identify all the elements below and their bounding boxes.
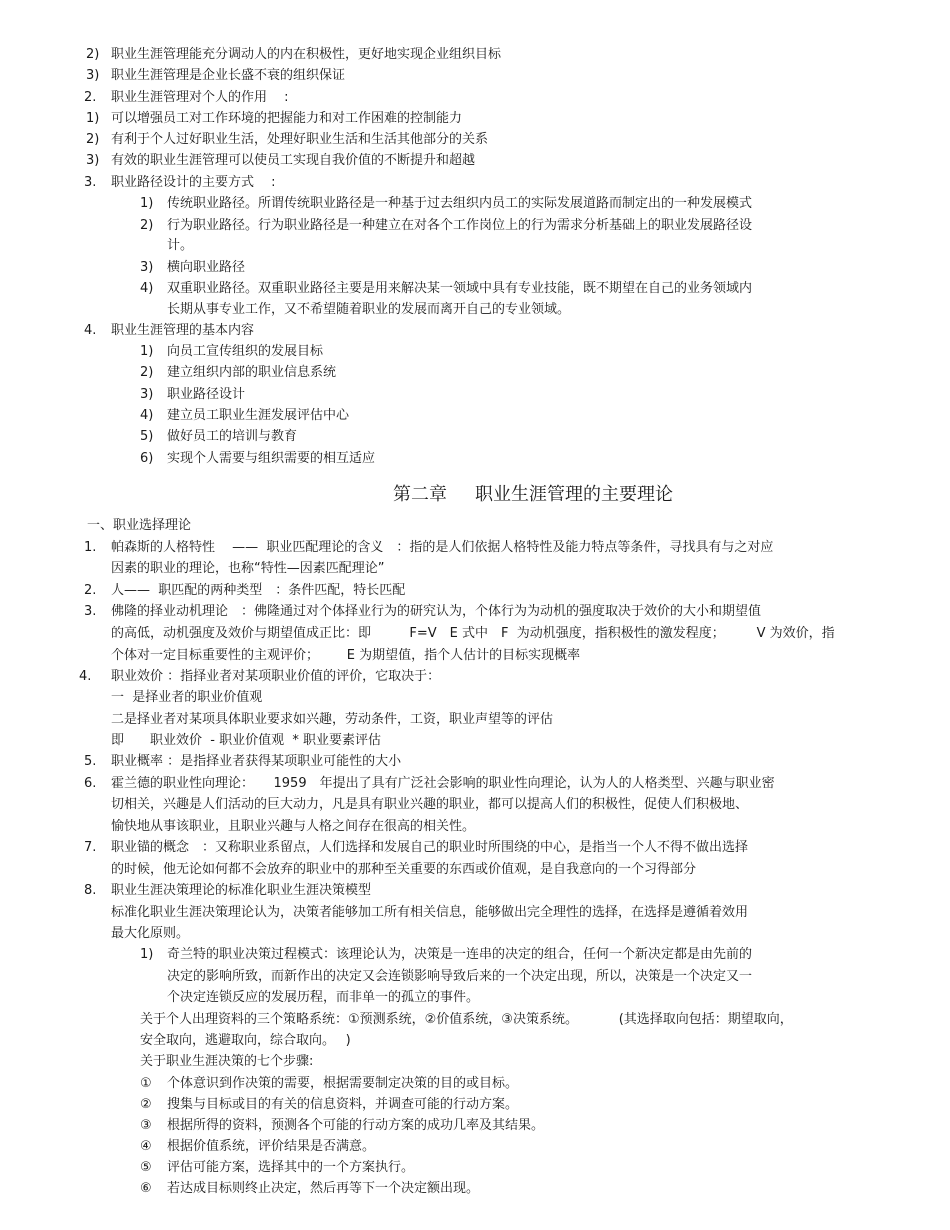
list-number: 7. xyxy=(84,840,97,855)
step-number: ② xyxy=(140,1097,152,1112)
formula: 即 职业效价 - 职业价值观 * 职业要素评估 xyxy=(111,733,381,748)
list-item: 建立员工职业生涯发展评估中心 xyxy=(167,408,350,423)
list-number: 4. xyxy=(79,669,92,684)
list-item-continued: 切相关，兴趣是人们活动的巨大动力，凡是具有职业兴趣的职业，都可以提高人们的积极性，促使人们积极地、 xyxy=(111,797,749,812)
step-item: 搜集与目标或目的有关的信息资料，并调查可能的行动方案。 xyxy=(167,1097,519,1112)
list-number: 2. xyxy=(84,90,97,105)
list-number: 3. xyxy=(84,175,97,190)
list-item: 行为职业路径。行为职业路径是一种建立在对各个工作岗位上的行为需求分析基础上的职业发展路径设 xyxy=(167,218,753,233)
paragraph: 安全取向，逃避取向，综合取向。 ) xyxy=(140,1033,351,1048)
list-number: 3) xyxy=(86,68,100,83)
step-number: ④ xyxy=(140,1139,152,1154)
step-item: 若达成目标则终止决定，然后再等下一个决定额出现。 xyxy=(167,1181,480,1196)
chapter-label: 第二章 xyxy=(393,484,447,505)
list-item-continued: 决定的影响所致，而新作出的决定又会连锁影响导致后来的一个决定出现，所以，决策是一个决定又一 xyxy=(167,969,753,984)
list-item-continued: 个体对一定目标重要性的主观评价； E 为期望值，指个人估计的目标实现概率 xyxy=(111,648,581,663)
list-number: 4. xyxy=(84,323,97,338)
list-number: 2) xyxy=(86,132,100,147)
list-item: 职业生涯管理能充分调动人的内在积极性，更好地实现企业组织目标 xyxy=(111,47,502,62)
step-item: 评估可能方案，选择其中的一个方案执行。 xyxy=(167,1160,415,1175)
list-number: 1) xyxy=(140,196,154,211)
section-heading: 职业生涯管理的基本内容 xyxy=(111,323,255,338)
list-number: 4) xyxy=(140,281,154,296)
step-item: 根据价值系统，评价结果是否满意。 xyxy=(167,1139,376,1154)
chapter-title xyxy=(0,483,950,507)
list-item: 横向职业路径 xyxy=(167,260,246,275)
step-number: ⑥ xyxy=(140,1181,152,1196)
list-item: 双重职业路径。双重职业路径主要是用来解决某一领域中具有专业技能，既不期望在自己的业务领域内 xyxy=(167,281,753,296)
list-item-continued: 愉快地从事该职业，且职业兴趣与人格之间存在很高的相关性。 xyxy=(111,819,476,834)
list-item-continued: 一 是择业者的职业价值观 xyxy=(111,690,263,705)
chapter-title-text: 职业生涯管理的主要理论 xyxy=(475,484,673,505)
list-item: 职业锚的概念 ：又称职业系留点，人们选择和发展自己的职业时所围绕的中心，是指当一个人不得不做出选择 xyxy=(111,840,749,855)
list-item: 人—— 职匹配的两种类型 ：条件匹配，特长匹配 xyxy=(111,583,406,598)
list-number: 6. xyxy=(84,776,97,791)
list-item: 有利于个人过好职业生活，处理好职业生活和生活其他部分的关系 xyxy=(111,132,489,147)
list-number: 1) xyxy=(140,947,154,962)
list-item-continued: 最大化原则。 xyxy=(111,926,190,941)
list-item: 奇兰特的职业决策过程模式：该理论认为，决策是一连串的决定的组合，任何一个新决定都是由先前的 xyxy=(167,947,753,962)
step-number: ① xyxy=(140,1076,152,1091)
list-item: 职业路径设计 xyxy=(167,387,246,402)
list-number: 3. xyxy=(84,604,97,619)
list-item: 职业效价 ：指择业者对某项职业价值的评价，它取决于： xyxy=(111,669,441,684)
list-number: 5. xyxy=(84,754,97,769)
list-number: 3) xyxy=(140,387,154,402)
list-number: 3) xyxy=(86,153,100,168)
list-item: 佛隆的择业动机理论 ：佛隆通过对个体择业行为的研究认为，个体行为为动机的强度取决于效价的大小和期望值 xyxy=(111,604,762,619)
list-number: 8. xyxy=(84,883,97,898)
list-number: 2) xyxy=(140,365,154,380)
section-title: 一、职业选择理论 xyxy=(87,518,192,533)
list-number: 4) xyxy=(140,408,154,423)
list-item-continued: 计。 xyxy=(167,238,194,253)
list-item-continued: 的高低，动机强度及效价与期望值成正比：即 F=V E 式中 F 为动机强度，指积极性的激发程度； V 为效价，指 xyxy=(111,626,835,641)
list-number: 1) xyxy=(140,344,154,359)
list-number: 3) xyxy=(140,260,154,275)
list-item-continued: 二是择业者对某项具体职业要求如兴趣，劳动条件，工资，职业声望等的评估 xyxy=(111,712,554,727)
step-item: 根据所得的资料，预测各个可能的行动方案的成功几率及其结果。 xyxy=(167,1118,545,1133)
list-item: 建立组织内部的职业信息系统 xyxy=(167,365,337,380)
list-item: 实现个人需要与组织需要的相互适应 xyxy=(167,451,376,466)
list-item-continued: 的时候，他无论如何都不会放弃的职业中的那种至关重要的东西或价值观，是自我意向的一个习得部分 xyxy=(111,862,697,877)
section-heading: 职业路径设计的主要方式 : xyxy=(111,175,276,190)
list-item-continued: 长期从事专业工作，又不希望随着职业的发展而离开自己的专业领域。 xyxy=(167,302,571,317)
list-item: 职业生涯管理是企业长盛不衰的组织保证 xyxy=(111,68,346,83)
list-item: 做好员工的培训与教育 xyxy=(167,429,298,444)
list-item: 职业生涯决策理论的标准化职业生涯决策模型 xyxy=(111,883,372,898)
list-item: 帕森斯的人格特性 —— 职业匹配理论的含义 ：指的是人们依据人格特性及能力特点等条件，寻找具有与之对应 xyxy=(111,540,774,555)
list-item: 有效的职业生涯管理可以使员工实现自我价值的不断提升和超越 xyxy=(111,153,476,168)
list-item: 传统职业路径。所谓传统职业路径是一种基于过去组织内员工的实际发展道路而制定出的一种发展模式 xyxy=(167,196,753,211)
paragraph: 关于职业生涯决策的七个步骤: xyxy=(140,1054,314,1069)
list-number: 2) xyxy=(86,47,100,62)
list-item-continued: 个决定连锁反应的发展历程，而非单一的孤立的事件。 xyxy=(167,990,480,1005)
list-number: 1. xyxy=(84,540,97,555)
list-item: 霍兰德的职业性向理论： 1959 年提出了具有广泛社会影响的职业性向理论，认为人的人格类型、兴趣与职业密 xyxy=(111,776,775,791)
list-number: 6) xyxy=(140,451,154,466)
list-number: 1) xyxy=(86,111,100,126)
list-item: 向员工宣传组织的发展目标 xyxy=(167,344,324,359)
section-heading: 职业生涯管理对个人的作用 : xyxy=(111,90,289,105)
list-number: 5) xyxy=(140,429,154,444)
step-number: ③ xyxy=(140,1118,152,1133)
list-number: 2. xyxy=(84,583,97,598)
paragraph: 关于个人出理资料的三个策略系统：①预测系统，②价值系统，③决策系统。 (其选择取向包括：期望取向， xyxy=(140,1012,793,1027)
list-item-continued: 因素的职业的理论，也称“特性—因素匹配理论” xyxy=(111,561,385,576)
list-number: 2) xyxy=(140,218,154,233)
list-item: 可以增强员工对工作环境的把握能力和对工作困难的控制能力 xyxy=(111,111,463,126)
list-item: 职业概率 ：是指择业者获得某项职业可能性的大小 xyxy=(111,754,402,769)
list-item-continued: 标准化职业生涯决策理论认为，决策者能够加工所有相关信息，能够做出完全理性的选择，在选择是遵循着效用 xyxy=(111,905,749,920)
step-number: ⑤ xyxy=(140,1160,152,1175)
step-item: 个体意识到作决策的需要，根据需要制定决策的目的或目标。 xyxy=(167,1076,519,1091)
